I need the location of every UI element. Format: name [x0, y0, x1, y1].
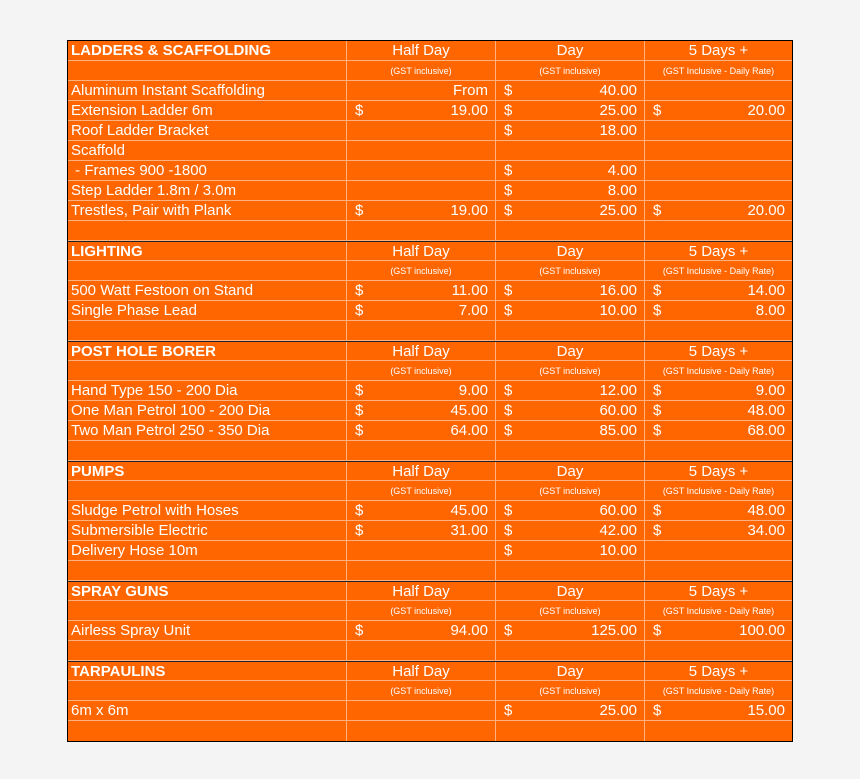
- price-amount: 8.00: [607, 182, 637, 199]
- price-cell: [347, 501, 496, 520]
- item-name: Extension Ladder 6m: [68, 101, 347, 120]
- currency-symbol: $: [653, 382, 662, 399]
- gst-note: (GST inclusive): [347, 601, 496, 620]
- price-cell: [496, 201, 645, 220]
- price-amount: 45.00: [450, 402, 488, 419]
- price-amount: 60.00: [599, 402, 637, 419]
- item-row: [68, 381, 792, 401]
- currency-symbol: $: [355, 622, 364, 639]
- gst-note-row: [68, 681, 792, 701]
- currency-symbol: $: [504, 122, 513, 139]
- price-amount: 9.00: [458, 382, 488, 399]
- item-row: [68, 141, 792, 161]
- price-cell: [496, 701, 645, 720]
- price-amount: 64.00: [450, 422, 488, 439]
- gst-note: (GST inclusive): [347, 481, 496, 500]
- column-half-day: Half Day: [347, 242, 496, 260]
- empty-cell: [68, 61, 347, 80]
- price-cell: [347, 301, 496, 320]
- empty-cell: [496, 561, 645, 580]
- gst-note: (GST inclusive): [496, 681, 645, 700]
- column-five-days: 5 Days +: [688, 663, 749, 680]
- empty-cell: [68, 361, 347, 380]
- item-row: [68, 401, 792, 421]
- price-amount: 16.00: [599, 282, 637, 299]
- empty-cell: [68, 441, 347, 460]
- price-cell: [645, 161, 792, 180]
- currency-symbol: $: [355, 522, 364, 539]
- price-amount: 25.00: [599, 102, 637, 119]
- price-amount: 7.00: [458, 302, 488, 319]
- section-title: LIGHTING: [68, 242, 347, 260]
- column-five-days: 5 Days +: [688, 243, 749, 260]
- empty-cell: [68, 261, 347, 280]
- item-name: Roof Ladder Bracket: [68, 121, 347, 140]
- currency-symbol: $: [653, 502, 662, 519]
- empty-cell: [645, 561, 792, 580]
- currency-symbol: $: [504, 542, 513, 559]
- empty-cell: [347, 641, 496, 660]
- price-amount: 10.00: [599, 542, 637, 559]
- gst-note: (GST inclusive): [496, 261, 645, 280]
- price-cell: [496, 281, 645, 300]
- gst-note-row: [68, 261, 792, 281]
- price-amount: 19.00: [450, 102, 488, 119]
- empty-cell: [645, 441, 792, 460]
- currency-symbol: $: [653, 702, 662, 719]
- price-cell: [645, 281, 792, 300]
- item-name: Scaffold: [68, 141, 347, 160]
- item-name: Sludge Petrol with Hoses: [68, 501, 347, 520]
- empty-cell: [645, 721, 792, 741]
- column-half-day: Half Day: [347, 462, 496, 480]
- item-name: Hand Type 150 - 200 Dia: [68, 381, 347, 400]
- spacer-row: [68, 441, 792, 461]
- price-amount: 10.00: [599, 302, 637, 319]
- spacer-row: [68, 321, 792, 341]
- empty-cell: [347, 441, 496, 460]
- price-cell: [347, 201, 496, 220]
- column-five-days: 5 Days +: [688, 583, 749, 600]
- empty-cell: [347, 221, 496, 240]
- gst-note: (GST Inclusive - Daily Rate): [662, 606, 775, 616]
- price-cell: [645, 701, 792, 720]
- column-five-days: 5 Days +: [688, 463, 749, 480]
- section-header-row: [68, 461, 792, 481]
- price-cell: [645, 121, 792, 140]
- price-cell: [496, 301, 645, 320]
- empty-cell: [68, 681, 347, 700]
- currency-symbol: $: [355, 202, 364, 219]
- price-amount: 85.00: [599, 422, 637, 439]
- price-cell: [347, 421, 496, 440]
- section-header-row: [68, 41, 792, 61]
- section-header-row: [68, 341, 792, 361]
- price-cell: [347, 81, 496, 100]
- gst-note-row: [68, 361, 792, 381]
- column-day: Day: [496, 582, 645, 600]
- gst-note: (GST inclusive): [496, 361, 645, 380]
- item-row: [68, 521, 792, 541]
- price-cell: [347, 181, 496, 200]
- currency-symbol: $: [653, 302, 662, 319]
- column-half-day: Half Day: [347, 41, 496, 60]
- price-cell: [645, 401, 792, 420]
- price-amount: 100.00: [739, 622, 785, 639]
- price-cell: [645, 101, 792, 120]
- price-amount: 60.00: [599, 502, 637, 519]
- currency-symbol: $: [504, 382, 513, 399]
- spacer-row: [68, 221, 792, 241]
- currency-symbol: $: [653, 202, 662, 219]
- item-row: [68, 201, 792, 221]
- column-day: Day: [496, 342, 645, 360]
- price-amount: 125.00: [591, 622, 637, 639]
- item-name: 6m x 6m: [68, 701, 347, 720]
- price-amount: 25.00: [599, 702, 637, 719]
- price-cell: [645, 501, 792, 520]
- empty-cell: [496, 721, 645, 741]
- price-amount: 11.00: [451, 282, 488, 299]
- item-name: Trestles, Pair with Plank: [68, 201, 347, 220]
- gst-note: (GST Inclusive - Daily Rate): [662, 66, 775, 76]
- price-amount: 48.00: [747, 502, 785, 519]
- price-cell: [645, 141, 792, 160]
- currency-symbol: $: [653, 102, 662, 119]
- empty-cell: [645, 321, 792, 340]
- price-cell: [496, 501, 645, 520]
- price-from-label: From: [453, 82, 488, 99]
- item-row: [68, 701, 792, 721]
- section-header-row: [68, 661, 792, 681]
- price-cell: [347, 281, 496, 300]
- price-cell: [347, 381, 496, 400]
- item-name: One Man Petrol 100 - 200 Dia: [68, 401, 347, 420]
- price-cell: [347, 141, 496, 160]
- price-cell: [645, 521, 792, 540]
- item-row: [68, 121, 792, 141]
- currency-symbol: $: [355, 382, 364, 399]
- price-amount: 15.00: [747, 702, 785, 719]
- currency-symbol: $: [355, 502, 364, 519]
- section-title: TARPAULINS: [68, 662, 347, 680]
- item-row: [68, 621, 792, 641]
- price-cell: [645, 541, 792, 560]
- item-name: Aluminum Instant Scaffolding: [68, 81, 347, 100]
- price-cell: [496, 161, 645, 180]
- section-title: LADDERS & SCAFFOLDING: [68, 41, 347, 60]
- gst-note-row: [68, 601, 792, 621]
- currency-symbol: $: [504, 702, 513, 719]
- price-amount: 25.00: [599, 202, 637, 219]
- price-cell: [347, 541, 496, 560]
- price-cell: [347, 101, 496, 120]
- currency-symbol: $: [504, 282, 513, 299]
- price-cell: [347, 621, 496, 640]
- price-amount: 40.00: [599, 82, 637, 99]
- currency-symbol: $: [504, 82, 513, 99]
- empty-cell: [68, 721, 347, 741]
- price-amount: 9.00: [755, 382, 785, 399]
- price-cell: [645, 381, 792, 400]
- price-amount: 18.00: [599, 122, 637, 139]
- price-cell: [496, 381, 645, 400]
- price-cell: [496, 121, 645, 140]
- section-header-row: [68, 581, 792, 601]
- empty-cell: [347, 561, 496, 580]
- gst-note: (GST Inclusive - Daily Rate): [662, 686, 775, 696]
- currency-symbol: $: [504, 202, 513, 219]
- currency-symbol: $: [355, 282, 364, 299]
- price-cell: [496, 101, 645, 120]
- price-amount: 19.00: [450, 202, 488, 219]
- currency-symbol: $: [653, 622, 662, 639]
- currency-symbol: $: [504, 402, 513, 419]
- column-five-days: 5 Days +: [688, 42, 749, 59]
- empty-cell: [68, 481, 347, 500]
- currency-symbol: $: [355, 302, 364, 319]
- item-row: [68, 501, 792, 521]
- currency-symbol: $: [504, 622, 513, 639]
- spacer-row: [68, 721, 792, 741]
- item-row: [68, 281, 792, 301]
- section-title: SPRAY GUNS: [68, 582, 347, 600]
- price-cell: [496, 181, 645, 200]
- currency-symbol: $: [504, 422, 513, 439]
- item-name: - Frames 900 -1800: [68, 161, 347, 180]
- column-five-days: 5 Days +: [688, 343, 749, 360]
- currency-symbol: $: [653, 522, 662, 539]
- currency-symbol: $: [355, 102, 364, 119]
- currency-symbol: $: [504, 522, 513, 539]
- price-cell: [645, 181, 792, 200]
- item-name: Two Man Petrol 250 - 350 Dia: [68, 421, 347, 440]
- item-row: [68, 301, 792, 321]
- price-cell: [645, 421, 792, 440]
- gst-note: (GST Inclusive - Daily Rate): [662, 266, 775, 276]
- price-cell: [645, 301, 792, 320]
- column-half-day: Half Day: [347, 342, 496, 360]
- price-cell: [645, 81, 792, 100]
- price-cell: [347, 401, 496, 420]
- price-cell: [496, 621, 645, 640]
- gst-note: (GST inclusive): [347, 261, 496, 280]
- price-amount: 34.00: [747, 522, 785, 539]
- price-cell: [645, 621, 792, 640]
- gst-note-row: [68, 61, 792, 81]
- item-name: Submersible Electric: [68, 521, 347, 540]
- price-cell: [347, 701, 496, 720]
- price-amount: 20.00: [747, 102, 785, 119]
- empty-cell: [496, 321, 645, 340]
- price-cell: [347, 121, 496, 140]
- price-amount: 8.00: [755, 302, 785, 319]
- gst-note: (GST inclusive): [347, 61, 496, 80]
- gst-note: (GST inclusive): [496, 61, 645, 80]
- gst-note: (GST inclusive): [347, 361, 496, 380]
- price-cell: [496, 141, 645, 160]
- gst-note: (GST inclusive): [347, 681, 496, 700]
- currency-symbol: $: [504, 502, 513, 519]
- item-name: Airless Spray Unit: [68, 621, 347, 640]
- column-day: Day: [496, 41, 645, 60]
- price-amount: 14.00: [747, 282, 785, 299]
- section-header-row: [68, 241, 792, 261]
- price-amount: 12.00: [599, 382, 637, 399]
- item-row: [68, 101, 792, 121]
- gst-note: (GST Inclusive - Daily Rate): [662, 366, 775, 376]
- price-amount: 94.00: [450, 622, 488, 639]
- empty-cell: [347, 321, 496, 340]
- price-amount: 45.00: [450, 502, 488, 519]
- price-amount: 68.00: [747, 422, 785, 439]
- currency-symbol: $: [504, 102, 513, 119]
- price-table: [67, 40, 793, 742]
- price-amount: 31.00: [450, 522, 488, 539]
- spacer-row: [68, 641, 792, 661]
- empty-cell: [347, 721, 496, 741]
- section-title: POST HOLE BORER: [68, 342, 347, 360]
- empty-cell: [68, 321, 347, 340]
- item-row: [68, 81, 792, 101]
- price-cell: [496, 421, 645, 440]
- item-row: [68, 541, 792, 561]
- currency-symbol: $: [355, 402, 364, 419]
- gst-note: (GST inclusive): [496, 601, 645, 620]
- empty-cell: [496, 221, 645, 240]
- column-day: Day: [496, 462, 645, 480]
- currency-symbol: $: [355, 422, 364, 439]
- column-day: Day: [496, 242, 645, 260]
- column-day: Day: [496, 662, 645, 680]
- currency-symbol: $: [653, 402, 662, 419]
- price-amount: 48.00: [747, 402, 785, 419]
- item-row: [68, 421, 792, 441]
- empty-cell: [68, 221, 347, 240]
- item-name: 500 Watt Festoon on Stand: [68, 281, 347, 300]
- spacer-row: [68, 561, 792, 581]
- item-row: [68, 181, 792, 201]
- item-name: Single Phase Lead: [68, 301, 347, 320]
- currency-symbol: $: [653, 422, 662, 439]
- gst-note: (GST inclusive): [496, 481, 645, 500]
- price-cell: [496, 81, 645, 100]
- price-cell: [347, 161, 496, 180]
- empty-cell: [645, 221, 792, 240]
- gst-note-row: [68, 481, 792, 501]
- column-half-day: Half Day: [347, 582, 496, 600]
- item-name: Delivery Hose 10m: [68, 541, 347, 560]
- price-amount: 4.00: [607, 162, 637, 179]
- price-cell: [496, 401, 645, 420]
- empty-cell: [496, 441, 645, 460]
- empty-cell: [68, 561, 347, 580]
- gst-note: (GST Inclusive - Daily Rate): [662, 486, 775, 496]
- price-cell: [496, 541, 645, 560]
- empty-cell: [68, 601, 347, 620]
- price-amount: 20.00: [747, 202, 785, 219]
- empty-cell: [645, 641, 792, 660]
- item-name: Step Ladder 1.8m / 3.0m: [68, 181, 347, 200]
- currency-symbol: $: [653, 282, 662, 299]
- empty-cell: [496, 641, 645, 660]
- currency-symbol: $: [504, 302, 513, 319]
- section-title: PUMPS: [68, 462, 347, 480]
- column-half-day: Half Day: [347, 662, 496, 680]
- empty-cell: [68, 641, 347, 660]
- price-amount: 42.00: [599, 522, 637, 539]
- item-row: [68, 161, 792, 181]
- price-cell: [347, 521, 496, 540]
- price-cell: [496, 521, 645, 540]
- price-cell: [645, 201, 792, 220]
- currency-symbol: $: [504, 162, 513, 179]
- currency-symbol: $: [504, 182, 513, 199]
